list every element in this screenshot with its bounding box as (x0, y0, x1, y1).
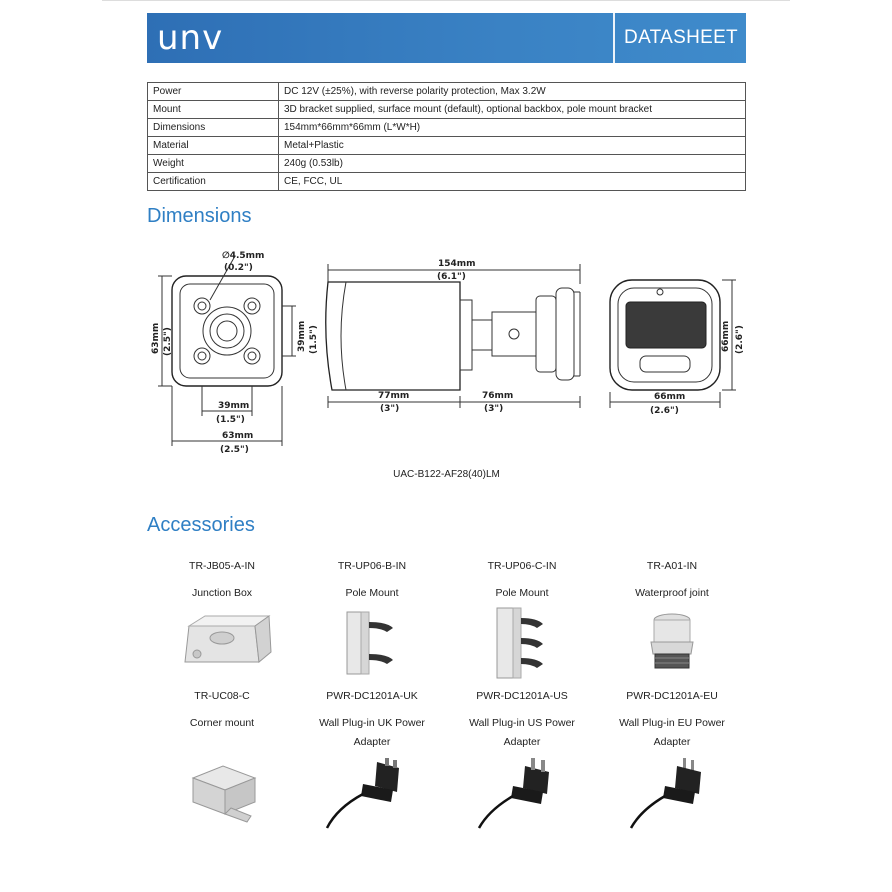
spec-value: 240g (0.53lb) (279, 155, 746, 173)
junction-box-icon (147, 608, 297, 672)
spec-key: Material (148, 137, 279, 155)
accessory-code: PWR-DC1201A-EU (626, 690, 718, 702)
accessory-name-line2: Adapter (503, 736, 541, 748)
accessory-item (147, 560, 297, 603)
accessory-item (297, 690, 447, 752)
dimensions-heading: Dimensions (147, 205, 252, 227)
inner-width-in: (1.5") (216, 415, 245, 425)
accessory-item (297, 560, 447, 603)
front-height-mm: 66mm (721, 320, 731, 352)
front-view (610, 280, 736, 408)
accessory-name: Corner mount (189, 717, 255, 729)
model-number: UAC-B122-AF28(40)LM (393, 469, 500, 480)
front-height-in: (2.6") (735, 325, 745, 354)
side-view (326, 264, 580, 408)
inner-width-mm: 39mm (218, 401, 250, 411)
hole-dia-in: (0.2") (224, 263, 253, 273)
table-row (148, 119, 746, 137)
accessory-name: Pole Mount (495, 587, 549, 599)
table-row (148, 155, 746, 173)
front-width-mm: 66mm (654, 392, 686, 402)
table-row (148, 83, 746, 101)
outer-width-mm: 63mm (222, 431, 254, 441)
accessory-name: Waterproof joint (635, 587, 709, 599)
accessory-code: TR-A01-IN (646, 560, 698, 572)
banner-divider (613, 13, 615, 63)
length-in: (6.1") (437, 272, 466, 282)
accessory-name-line2: Adapter (353, 736, 391, 748)
hole-dia-mm: ∅4.5mm (222, 251, 265, 261)
accessory-item (597, 560, 747, 603)
header-banner (147, 13, 746, 63)
us-power-adapter-icon (447, 758, 597, 830)
rear-length-mm: 76mm (482, 391, 514, 401)
table-row (148, 137, 746, 155)
accessories-heading: Accessories (147, 514, 255, 536)
dimensions-drawing (150, 236, 750, 464)
spec-key: Mount (148, 101, 279, 119)
uk-power-adapter-icon (297, 758, 447, 830)
spec-value: DC 12V (±25%), with reverse polarity protection, Max 3.2W (279, 83, 746, 101)
spec-value: Metal+Plastic (279, 137, 746, 155)
accessory-item (597, 690, 747, 752)
accessory-name-line1: Wall Plug-in US Power (469, 717, 575, 729)
left-height-mm: 63mm (151, 322, 161, 354)
spec-key: Weight (148, 155, 279, 173)
spec-key: Power (148, 83, 279, 101)
inner-height-mm: 39mm (297, 320, 307, 352)
accessory-item (147, 690, 297, 733)
accessory-name-line2: Adapter (653, 736, 691, 748)
inner-height-in: (1.5") (309, 325, 319, 354)
datasheet-label: DATASHEET (624, 27, 738, 48)
pole-mount-icon (447, 606, 597, 680)
unv-logo: unv (157, 18, 224, 58)
outer-width-in: (2.5") (220, 445, 249, 455)
left-height-in: (2.5") (163, 327, 173, 356)
accessory-code: TR-UP06-C-IN (487, 560, 557, 572)
accessory-code: PWR-DC1201A-US (476, 690, 568, 702)
spec-value: CE, FCC, UL (279, 173, 746, 191)
spec-value: 154mm*66mm*66mm (L*W*H) (279, 119, 746, 137)
front-length-in: (3") (380, 404, 400, 414)
accessory-code: TR-JB05-A-IN (189, 560, 255, 572)
spec-key: Dimensions (148, 119, 279, 137)
front-width-in: (2.6") (650, 406, 679, 416)
front-length-mm: 77mm (378, 391, 410, 401)
waterproof-joint-icon (597, 610, 747, 674)
page-top-edge (102, 0, 790, 1)
accessory-name: Pole Mount (345, 587, 399, 599)
accessory-code: PWR-DC1201A-UK (326, 690, 418, 702)
pole-mount-icon (297, 608, 447, 678)
spec-key: Certification (148, 173, 279, 191)
accessory-code: TR-UP06-B-IN (337, 560, 407, 572)
table-row (148, 173, 746, 191)
eu-power-adapter-icon (597, 758, 747, 830)
accessory-name-line1: Wall Plug-in EU Power (619, 717, 725, 729)
table-row (148, 101, 746, 119)
spec-value: 3D bracket supplied, surface mount (default), optional backbox, pole mount bracket (279, 101, 746, 119)
corner-mount-icon (147, 762, 297, 826)
spec-table (147, 82, 746, 191)
accessory-item (447, 690, 597, 752)
accessory-name-line1: Wall Plug-in UK Power (319, 717, 425, 729)
accessory-code: TR-UC08-C (194, 690, 250, 702)
accessory-item (447, 560, 597, 603)
length-mm: 154mm (438, 259, 476, 269)
accessory-name: Junction Box (191, 587, 253, 599)
rear-length-in: (3") (484, 404, 504, 414)
